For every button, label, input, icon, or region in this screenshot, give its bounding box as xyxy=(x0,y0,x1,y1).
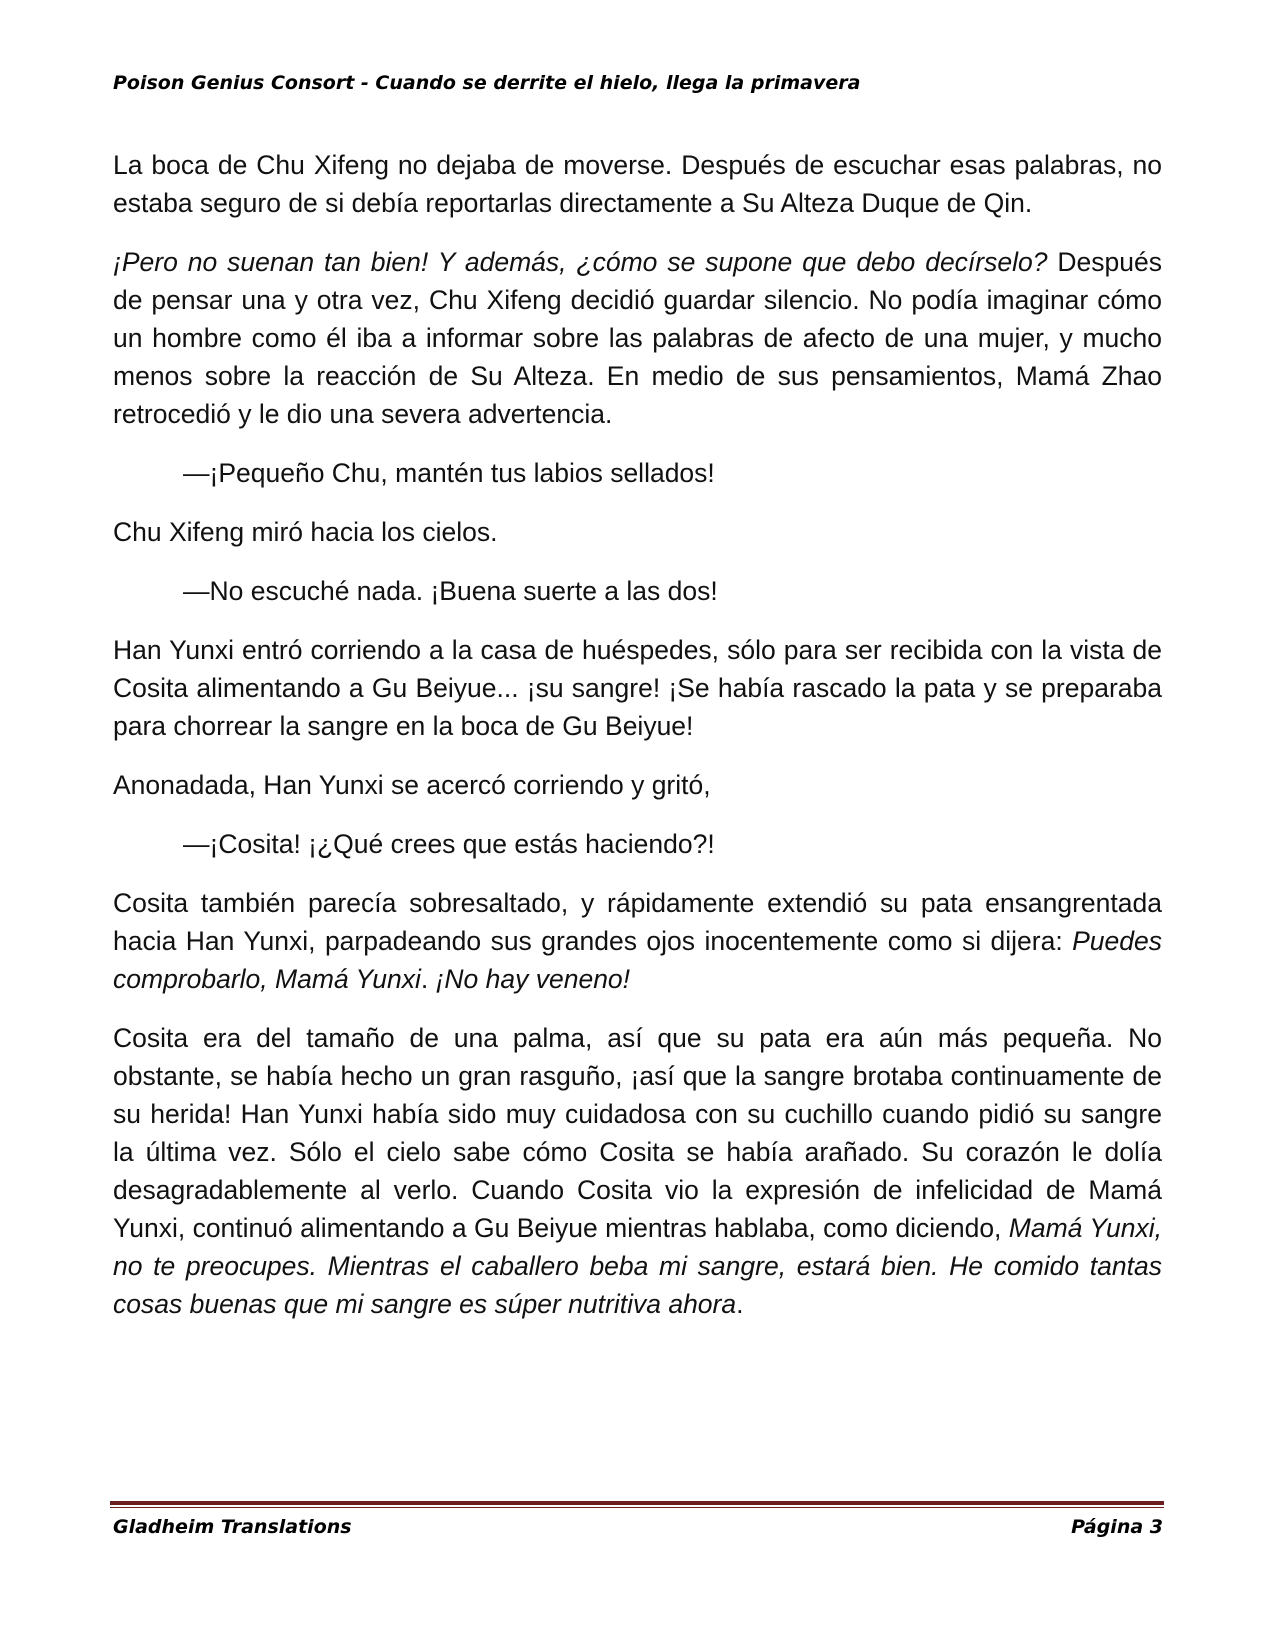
paragraph: Chu Xifeng miró hacia los cielos. xyxy=(113,517,498,547)
page-header: Poison Genius Consort - Cuando se derrite el hielo, llega la primavera xyxy=(113,72,861,94)
italic-thought: ¡No hay veneno! xyxy=(435,964,631,994)
paragraph xyxy=(113,1019,1162,1323)
paragraph: Han Yunxi entró corriendo a la casa de huéspedes, sólo para ser recibida con la vista de Cosita alimentando a Gu Beiyue... ¡su sangre! ¡Se había rascado la pata y se preparaba para chorrear la sangre en la boca de Gu Beiyue! xyxy=(113,635,1162,741)
dialogue-line: —No escuché nada. ¡Buena suerte a las dos! xyxy=(183,576,718,606)
paragraph-text: . xyxy=(736,1289,744,1319)
footer-publisher: Gladheim Translations xyxy=(113,1516,352,1538)
paragraph-text: Después de pensar una y otra vez, Chu Xifeng decidió guardar silencio. No podía imaginar cómo un hombre como él iba a informar sobre las palabras de afecto de una mujer, y mucho menos sobre la reacción de Su Alteza. En medio de sus pensamientos, Mamá Zhao retrocedió y le dio una severa advertencia. xyxy=(113,247,1163,429)
dialogue-line: —¡Cosita! ¡¿Qué crees que estás haciendo?! xyxy=(183,829,715,859)
paragraph xyxy=(113,884,1162,998)
italic-thought: ¡Pero no suenan tan bien! Y además, ¿cómo se supone que debo decírselo? xyxy=(113,247,1048,277)
footer-divider xyxy=(110,1501,1164,1508)
paragraph: La boca de Chu Xifeng no dejaba de moverse. Después de escuchar esas palabras, no estaba seguro de si debía reportarlas directamente a Su Alteza Duque de Qin. xyxy=(113,150,1162,218)
paragraph-text: Cosita también parecía sobresaltado, y rápidamente extendió su pata ensangrentada hacia Han Yunxi, parpadeando sus grandes ojos inocentemente como si dijera: xyxy=(113,888,1162,956)
paragraph xyxy=(113,243,1162,433)
paragraph: Anonadada, Han Yunxi se acercó corriendo y gritó, xyxy=(113,770,711,800)
body-text xyxy=(113,146,1162,1344)
italic-thought: Puedes comprobarlo, Mamá Yunxi xyxy=(113,926,1162,994)
paragraph-text: Cosita era del tamaño de una palma, así que su pata era aún más pequeña. No obstante, se había hecho un gran rasguño, ¡así que la sangre brotaba continuamente de su herida! Han Yunxi había sido muy cuidadosa con su cuchillo cuando pidió su sangre la última vez. Sólo el cielo sabe cómo Cosita se había arañado. Su corazón le dolía desagradablemente al verlo. Cuando Cosita vio la expresión de infelicidad de Mamá Yunxi, continuó alimentando a Gu Beiyue mientras hablaba, como diciendo, xyxy=(113,1023,1162,1243)
dialogue-line: —¡Pequeño Chu, mantén tus labios sellados! xyxy=(183,458,715,488)
italic-thought: Mamá Yunxi, no te preocupes. Mientras el caballero beba mi sangre, estará bien. He comido tantas cosas buenas que mi sangre es súper nutritiva ahora xyxy=(113,1213,1162,1319)
paragraph-text: . xyxy=(420,964,436,994)
page-number: Página 3 xyxy=(1071,1516,1163,1538)
